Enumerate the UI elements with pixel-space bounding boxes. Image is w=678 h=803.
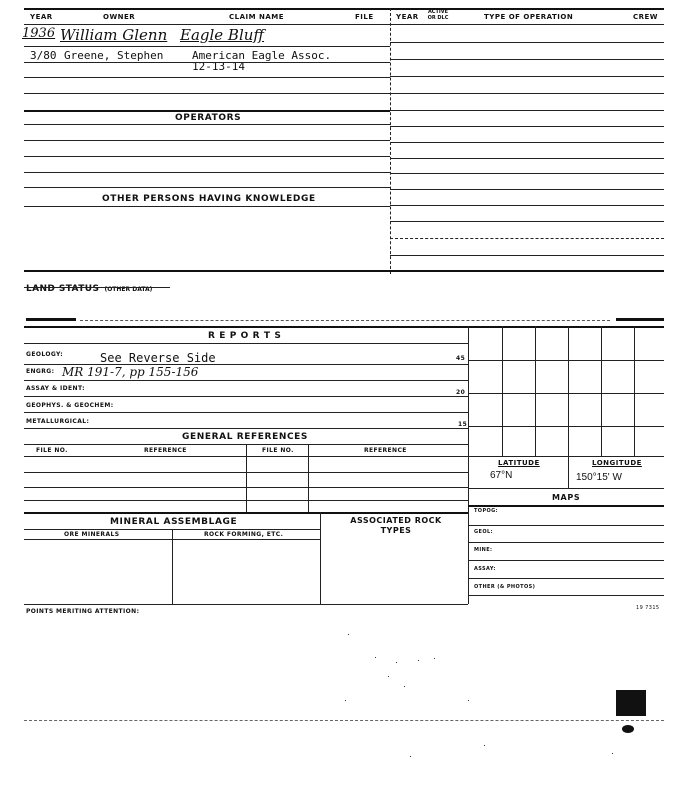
maps-other: OTHER (& PHOTOS)	[474, 584, 536, 590]
report-label-geology: GEOLOGY:	[26, 351, 64, 358]
claim-name-2: American Eagle Assoc.	[192, 49, 332, 62]
maps-mine: MINE:	[474, 547, 493, 553]
divider	[568, 456, 569, 488]
row-rule	[390, 238, 664, 239]
speck	[396, 662, 397, 663]
speck	[345, 700, 346, 701]
mineral-assemblage-title: MINERAL ASSEMBLAGE	[110, 517, 238, 527]
other-persons-title: OTHER PERSONS HAVING KNOWLEDGE	[102, 194, 316, 204]
associated-rock-types-title: ASSOCIATED ROCK TYPES	[350, 516, 442, 535]
divider	[172, 529, 173, 604]
row-rule	[468, 542, 664, 543]
row-rule	[390, 126, 664, 127]
latitude-value: 67°N	[490, 470, 513, 481]
row-rule	[390, 189, 664, 190]
divider	[535, 326, 536, 456]
rock-forming-header: ROCK FORMING, ETC.	[204, 531, 284, 538]
report-label-metallurgical: METALLURGICAL:	[26, 418, 90, 425]
ore-minerals-header: ORE MINERALS	[64, 531, 120, 538]
row-rule	[24, 472, 468, 473]
latitude-label: LATITUDE	[498, 459, 540, 467]
divider	[308, 444, 309, 512]
row-rule	[468, 488, 664, 489]
report-num-geology: 45	[456, 355, 466, 362]
divider	[568, 326, 569, 456]
underline	[24, 287, 170, 288]
row-rule	[24, 412, 468, 413]
row-rule	[390, 255, 664, 256]
row-rule	[468, 525, 664, 526]
row-rule	[24, 46, 390, 47]
section-rule	[468, 505, 664, 507]
speck	[434, 658, 435, 659]
land-status	[26, 276, 152, 295]
row-rule	[24, 124, 390, 125]
ref-header-file-no-2: FILE NO.	[262, 447, 294, 454]
col-type-operation-header: TYPE OF OPERATION	[484, 13, 574, 21]
section-rule	[24, 270, 664, 272]
speck	[612, 753, 613, 754]
row-rule	[24, 206, 390, 207]
claim-name-1: Eagle Bluff	[180, 26, 265, 44]
dark-block	[616, 690, 646, 716]
divider	[601, 326, 602, 456]
row-rule	[390, 221, 664, 222]
row-rule	[390, 173, 664, 174]
col-claim-header: CLAIM NAME	[229, 13, 285, 21]
owner-year-1: 1936	[22, 26, 56, 41]
row-rule	[468, 426, 664, 427]
row-rule	[390, 76, 664, 77]
longitude-value: 150°15' W	[576, 472, 622, 483]
land-status-note: (OTHER DATA)	[104, 286, 153, 293]
speck	[418, 660, 419, 661]
maps-title: MAPS	[552, 493, 581, 502]
speck	[388, 676, 389, 677]
col-owner-header: OWNER	[103, 13, 136, 21]
divider	[502, 326, 503, 456]
row-rule	[24, 62, 390, 63]
row-rule	[390, 158, 664, 159]
row-rule	[468, 560, 664, 561]
section-rule	[24, 110, 390, 112]
col-file-header: FILE	[355, 13, 374, 21]
row-rule	[24, 500, 468, 501]
row-rule	[468, 456, 664, 457]
speck	[410, 756, 411, 757]
row-rule	[24, 93, 390, 94]
dashed-rule	[80, 320, 610, 321]
row-rule	[24, 428, 468, 429]
row-rule	[390, 142, 664, 143]
reports-title: R E P O R T S	[208, 331, 282, 341]
row-rule	[24, 604, 468, 605]
points-title: POINTS MERITING ATTENTION:	[26, 608, 140, 615]
top-rule	[24, 8, 664, 10]
divider	[246, 444, 247, 512]
dark-mark	[616, 318, 664, 321]
report-label-engrg: ENGRG:	[26, 368, 55, 375]
maps-topog: TOPOG:	[474, 508, 499, 514]
row-rule	[24, 456, 468, 457]
ref-header-reference: REFERENCE	[144, 447, 187, 454]
report-num-metallurgical: 15	[458, 421, 468, 428]
report-value-geology: See Reverse Side	[100, 351, 216, 365]
row-rule	[468, 595, 664, 596]
form-id: 19 7315	[636, 605, 660, 611]
maps-geol: GEOL:	[474, 529, 493, 535]
dark-dot	[622, 725, 634, 733]
col-crew-header: CREW	[633, 13, 659, 21]
row-rule	[24, 396, 468, 397]
col-year-header: YEAR	[30, 13, 53, 21]
col-active-header: ACTIVE OR DLC	[427, 9, 449, 21]
row-rule	[390, 42, 664, 43]
row-rule	[24, 77, 390, 78]
divider	[634, 326, 635, 456]
operators-title: OPERATORS	[175, 113, 242, 123]
report-value-engrg: MR 191-7, pp 155-156	[62, 365, 199, 379]
dashed-rule	[24, 720, 664, 721]
longitude-label: LONGITUDE	[592, 459, 642, 467]
row-rule	[24, 156, 390, 157]
divider	[320, 512, 321, 604]
row-rule	[468, 393, 664, 394]
divider	[468, 326, 469, 604]
row-rule	[390, 93, 664, 94]
maps-assay: ASSAY:	[474, 566, 496, 572]
owner-name-2: Greene, Stephen	[64, 49, 164, 62]
speck	[484, 745, 485, 746]
ref-header-reference-2: REFERENCE	[364, 447, 407, 454]
col-year2-header: YEAR	[396, 13, 419, 21]
owner-year-2: 3/80	[30, 49, 57, 62]
row-rule	[468, 360, 664, 361]
claim-date-2: 12-13-14	[192, 60, 245, 73]
row-rule	[24, 172, 390, 173]
row-rule	[24, 343, 468, 344]
general-references-title: GENERAL REFERENCES	[182, 432, 308, 442]
speck	[375, 657, 376, 658]
ref-header-file-no: FILE NO.	[36, 447, 68, 454]
report-label-assay: ASSAY & IDENT:	[26, 385, 85, 392]
report-label-geophys: GEOPHYS. & GEOCHEM:	[26, 402, 114, 409]
land-status-title: LAND STATUS	[26, 284, 100, 294]
row-rule	[468, 578, 664, 579]
row-rule	[24, 380, 468, 381]
row-rule	[24, 187, 390, 188]
section-rule	[24, 512, 468, 514]
row-rule	[390, 205, 664, 206]
speck	[348, 634, 349, 635]
row-rule	[24, 140, 390, 141]
row-rule	[390, 110, 664, 111]
speck	[404, 686, 405, 687]
row-rule	[390, 59, 664, 60]
center-divider	[390, 8, 391, 274]
header-rule	[24, 24, 664, 25]
dark-mark	[26, 318, 76, 321]
owner-name-1: William Glenn	[60, 26, 168, 44]
speck	[468, 700, 469, 701]
row-rule	[24, 487, 468, 488]
report-num-assay: 20	[456, 389, 466, 396]
